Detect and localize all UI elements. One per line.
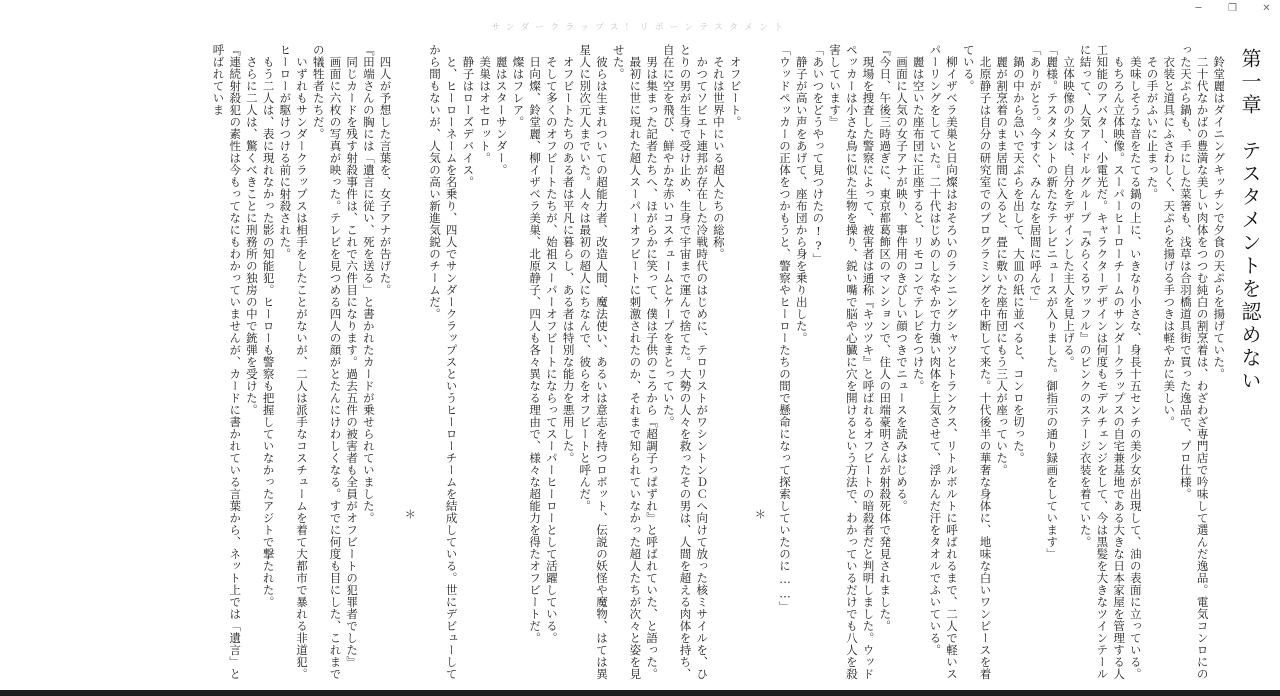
paragraph: もう二人は、表に現れなかった影の知能犯。ヒーローも警察も把握していなかったアジトで撃たれた。 (261, 44, 276, 608)
paragraph: 麗はスターサンダー。 (494, 44, 509, 176)
paragraph: 『連続射殺犯の素性は今もってなにもわかっていませんが、カードに書かれている言葉から、ネット上では「遺言」と呼ばれていま (211, 44, 243, 680)
paragraph: 鈴堂麗はダイニングキッチンで夕食の天ぷらを揚げていた。 (1212, 44, 1227, 380)
paragraph: 画面に六枚の写真が映った。テレビを見つめる四人の顔がとたんにけわしくなる。すでに何度も目にした、これまでの犠牲者たちだ。 (311, 44, 343, 680)
paragraph: 最初に世に現れた超人スーパーオフビートに刺激されたのか、それまで知られていなかった超人たちが次々と姿を見せた。 (611, 44, 643, 680)
paragraph: 鍋の中から急いで天ぷらを出して、大皿の紙に並べると、コンロを切った。 (1011, 44, 1026, 464)
paragraph: もちろん立体映像。スーパーヒーローチームのサンダークラップスの自宅兼基地である大きな日本家屋を管理する人工知能のアバター、小電光だ。キャラクターデザインは何度もモデルチェンジをして、今は黒髪を大きなツインテールに結って、人気アイドルグループ『みらくるワッフル』のピンクのステージ衣装を着ていた。 (1078, 44, 1127, 680)
paragraph-group-3 (210, 44, 394, 684)
maximize-icon[interactable]: ❐ (1228, 2, 1237, 14)
paragraph: 柳イザベラ美巣と日向燦はおそろいのランニングシャツとトランクス、リトルボルトに呼ばれるまで、二人で軽いスパーリングをしていた。二十代はじめのしなやかで力強い肉体を上気させて、浮かんだ汗をタオルでふいている。 (928, 44, 960, 680)
paragraph: 衣装と道具にふさわしく、天ぷらを揚げる手つきは軽やかに美しい。 (1162, 44, 1177, 428)
paragraph: 「ウッドペッカーの正体をつかもうと、警察やヒーローたちの間で懸命になって探索していたのに……」 (778, 44, 793, 613)
paragraph: それは世界中にいる超人たちの総称。 (711, 44, 726, 260)
paragraph: 美巣はオセロット。 (478, 44, 493, 164)
paragraph-group-2 (426, 44, 743, 684)
paragraph: 彼らは生まれついての超能力者、改造人間、魔法使い、あるいは意志を持つロボット、伝説の妖怪や魔物、はては異星人に別次元人までいた。人々は最初の超人にちなんで、彼らをオフビートと呼んだ。 (578, 44, 609, 680)
paragraph: 画面に人気の女子アナが映り、事件用のきびしい顔つきでニュースを読みはじめる。 (894, 44, 909, 512)
paragraph: オフビート。 (728, 44, 743, 128)
paragraph: 『田端さんの胸には「遺言に従い、死を送る」と書かれたカードが乗せられていました。 (361, 44, 376, 524)
paragraph: 「あいつをどうやって見つけたの!?」 (811, 44, 826, 265)
paragraph: 同じカードを残す射殺事件は、これで六件目になります。過去五件の被害者も全員がオフビートの犯罪者でした』 (345, 44, 360, 668)
scene-separator-2: ＊ (403, 508, 418, 520)
paragraph: 「麗様。テスタメントの新たなテレビニュースが入りました。御指示の通り録画をしています」 (1045, 44, 1060, 560)
paragraph: 現場を捜査した警察によって、被害者は通称『キツツキ』と呼ばれるオフビートの暗殺者だと判明しました。ウッドペッカーは小さな鳥に似た生物を操り、鋭い嘴で脳や心臓に穴を開けるという方法で、わかっているだけでも八人を殺害しています』 (828, 44, 876, 680)
paragraph: オフビートたちのある者は平凡に暮らし、ある者は特別な能力を悪用した。 (561, 44, 576, 464)
paragraph: 静子が高い声をあげて、座布団から身を乗り出した。 (794, 44, 809, 344)
paragraph: 美味しそうな音をたてる鍋の上に、いきなり小さな、身長十五センチの美少女が出現して、油の表面に立っている。 (1128, 44, 1143, 680)
paragraph: 「ありがとう。今すぐ、みんなを居間に呼んで」 (1028, 44, 1043, 308)
paragraph: 二十代なかばの豊満な美しい肉体をつつむ純白の割烹着は、わざわざ専門店で吟味して選んだ逸品。電気コンロにのった天ぷら鍋も、手にした菜箸も、浅草は合羽橋道具街で買った逸品で、プロ仕様。 (1178, 44, 1210, 680)
window-titlebar (0, 0, 1280, 36)
paragraph: 男は集まった記者たちへ、ほがらかに笑って、僕は子供のころから『超調子っぱずれ』と呼ばれていた、と語った。 (645, 44, 660, 680)
window-title: サンダークラップス！リボーンテスタメント (490, 23, 790, 33)
reader-page[interactable] (8, 38, 1274, 690)
paragraph: 日向燦、鈴堂麗、柳イザベラ美巣、北原静子、四人も各々異なる理由で、様々な超能力を得たオフビートだ。 (528, 44, 543, 644)
chapter-title: 第一章 テスタメントを認めない (1238, 48, 1262, 393)
paragraph: 静子はローズデバイス。 (461, 44, 476, 188)
paragraph: かつてソビエト連邦が存在した冷戦時代のはじめに、テロリストがワシントンＤＣへ向けて放った核ミサイルを、ひとりの男が生身で受け止め、生身で宇宙まで運んで捨てた。大勢の人々を救ったその男は、人間を超える肉体を持ち、自在に空を飛び、鮮やかな赤いコスチュームとケープをまとっていた。 (661, 44, 710, 680)
paragraph: 燦はフレア。 (511, 44, 526, 128)
paragraph: 北原静子は自分の研究室でのプログラミングを中断して来た。十代後半の華奢な身体に、地味な白いワンピースを着ている。 (961, 44, 993, 680)
close-icon[interactable]: ✕ (1262, 2, 1271, 14)
paragraph: 麗が割烹着のまま居間に入ると、畳に敷いた座布団にもう三人が座っていた。 (995, 44, 1010, 476)
paragraph: そして多くのオフビートたちが、始祖スーパーオフビートにならってスーパーヒーローとして活躍している。 (544, 44, 559, 644)
paragraph: いずれもサンダークラップスは相手をしたことがないが、二人は派手なコスチュームを着て大都市で暴れる非道犯。ヒーローが駆けつける前に射殺された。 (278, 44, 310, 680)
paragraph: さらに二人は、驚くべきことに刑務所の独房の中で銃弾を受けた。 (244, 44, 259, 416)
paragraph: 四人が予想した言葉を、女子アナが告げた。 (378, 44, 393, 296)
taskbar (0, 690, 1280, 696)
minimize-icon[interactable]: ─ (1195, 2, 1202, 14)
paragraph-group-1 (776, 44, 1227, 684)
vertical-text-body (210, 44, 1262, 684)
paragraph: と、ヒーローネームを名乗り、四人でサンダークラップスというヒーローチームを結成している。世にデビューしてから間もないが、人気の高い新進気鋭のチームだ。 (427, 44, 459, 680)
scene-separator-1: ＊ (753, 508, 768, 520)
paragraph: その手がふいに止まった。 (1145, 44, 1160, 200)
paragraph: 麗は空いた座布団に正座すると、リモコンでテレビをつけた。 (911, 44, 926, 392)
paragraph: 立体映像の少女は、自分をデザインした主人を見上げる。 (1061, 44, 1076, 368)
paragraph: 『今日、午後三時過ぎに、東京都葛飾区のマンションで、住人の田端豪明さんが射殺死体で発見されました。 (878, 44, 893, 632)
